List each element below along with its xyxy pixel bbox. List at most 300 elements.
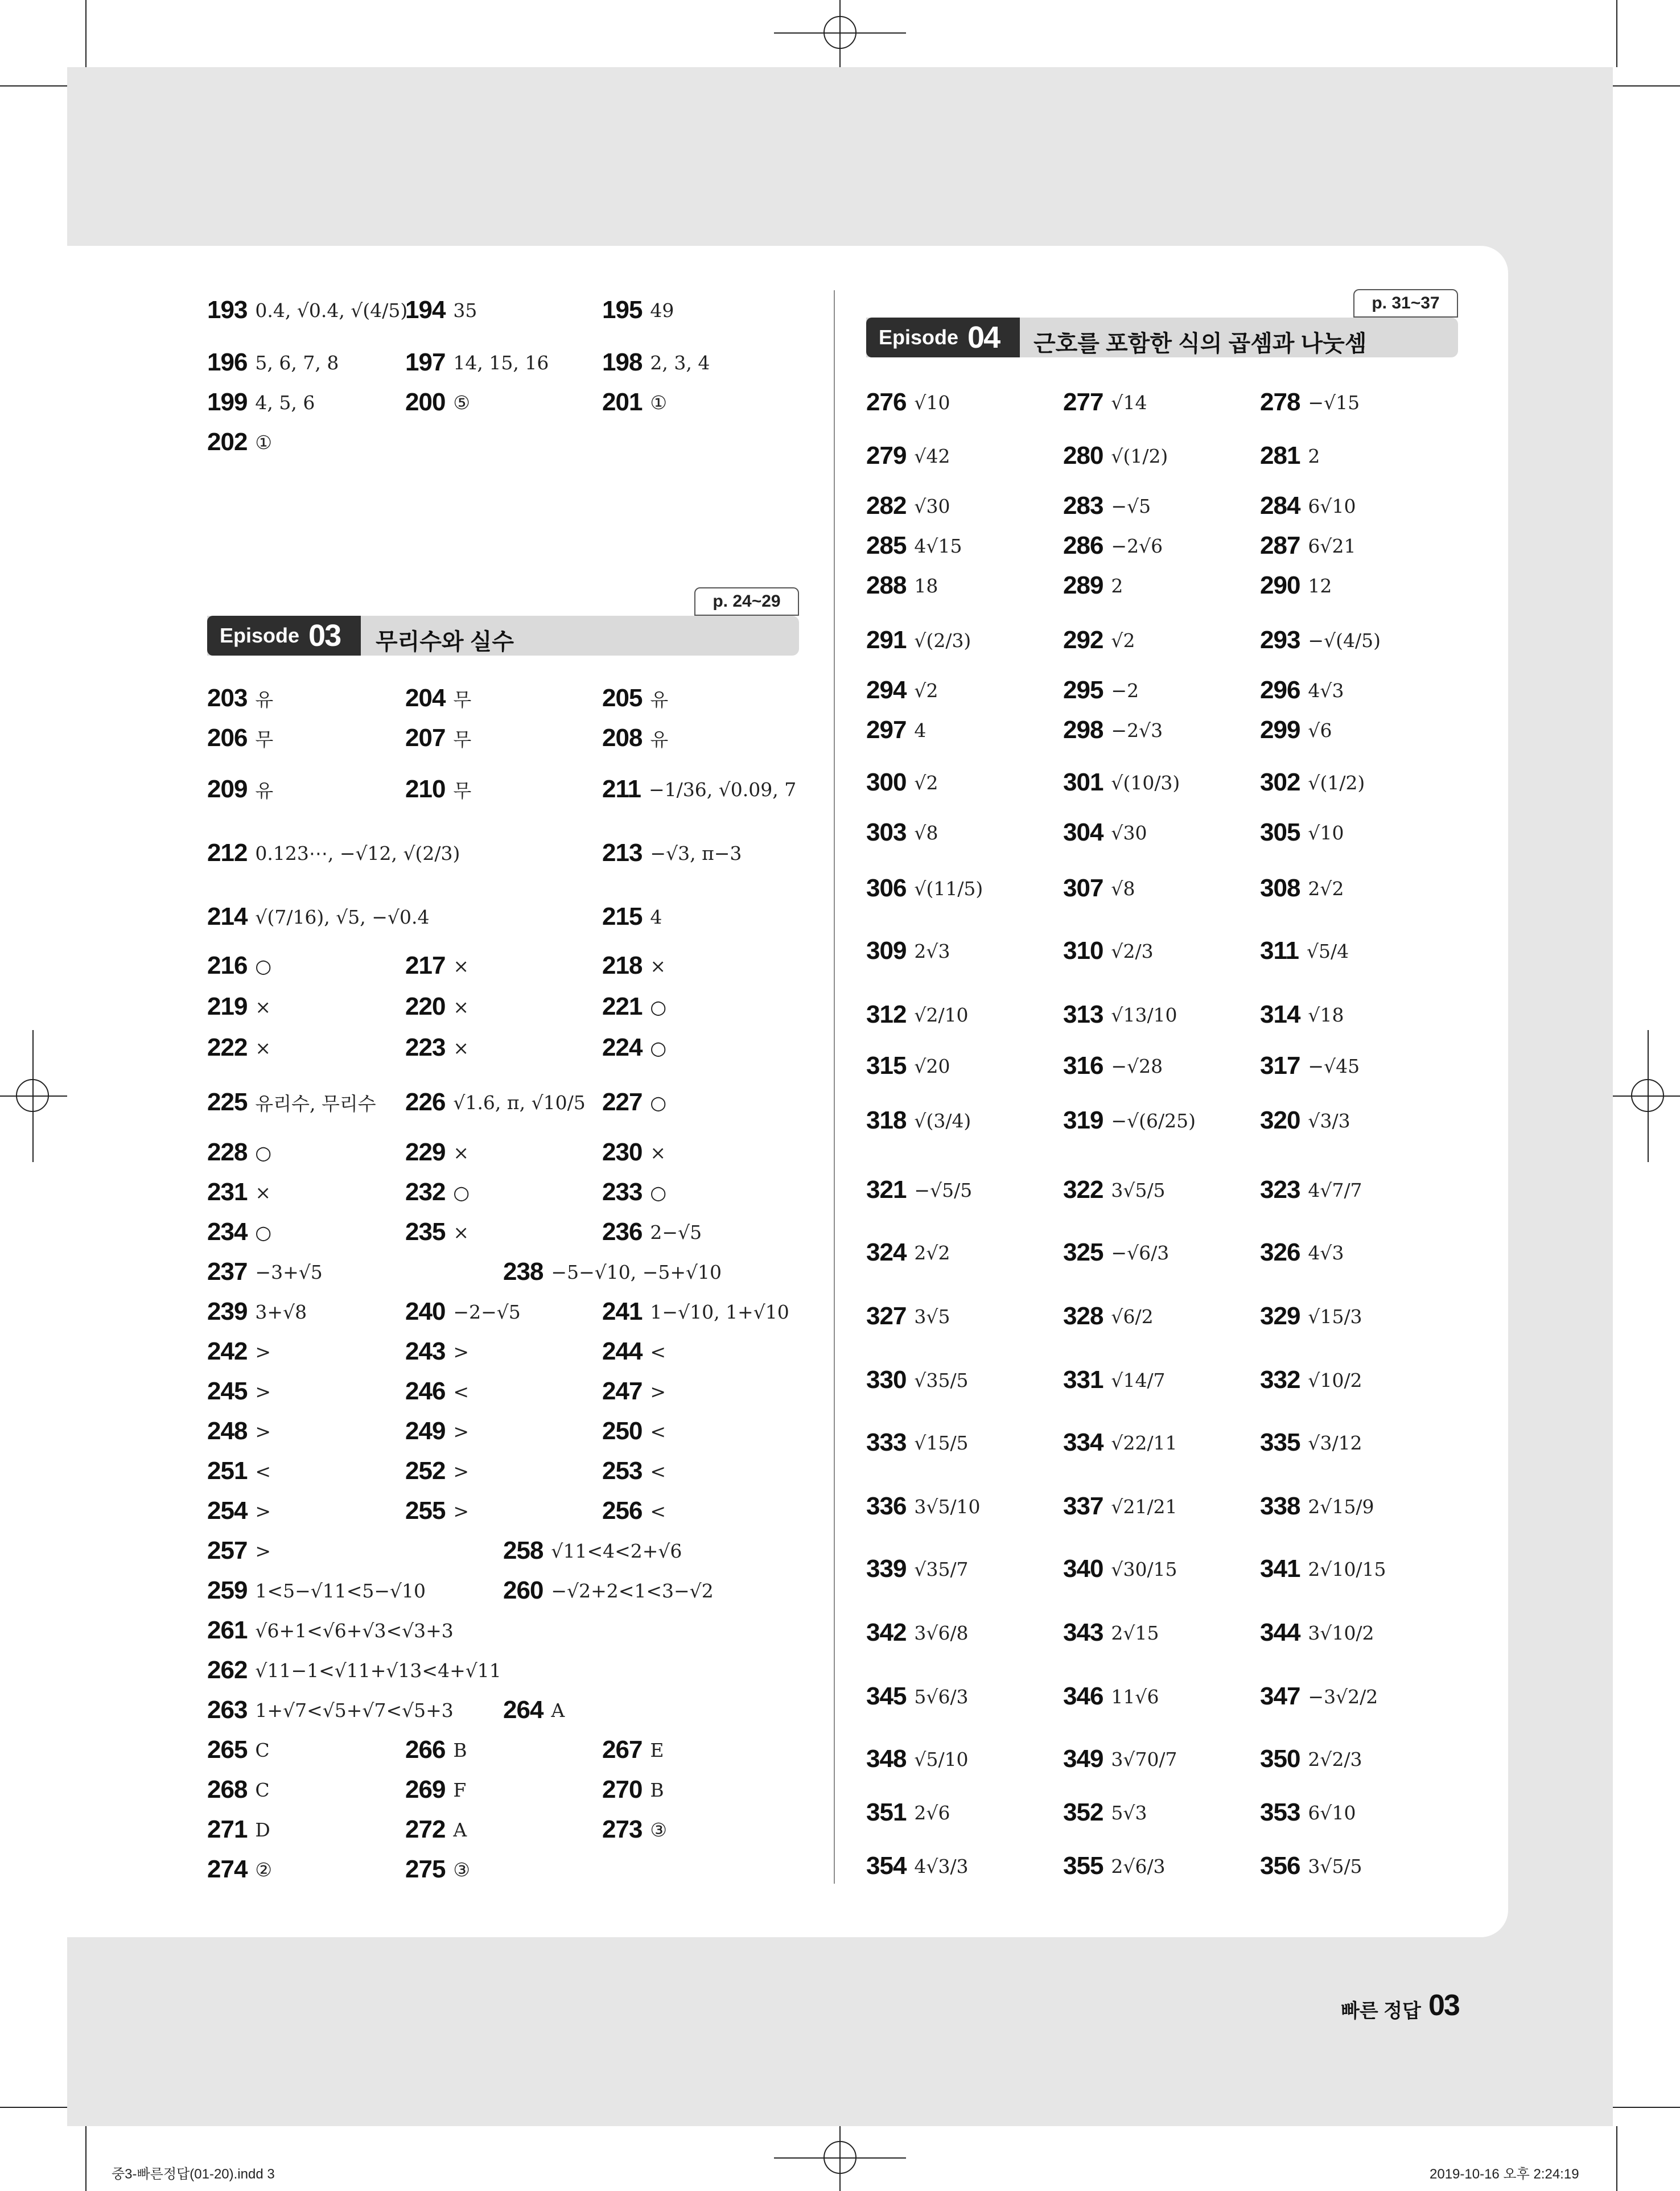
answer-219-value: × xyxy=(255,995,271,1018)
answer-239: 239 3+√8 xyxy=(207,1298,307,1325)
answer-225-value: 유리수, 무리수 xyxy=(255,1092,376,1115)
answer-231-value: × xyxy=(255,1181,271,1204)
answer-273: 273 ③ xyxy=(602,1815,668,1843)
answer-236-value: 2−√5 xyxy=(650,1221,702,1243)
answer-217-value: × xyxy=(453,954,470,977)
answer-209-value: 유 xyxy=(255,779,274,802)
answer-208: 208 유 xyxy=(602,724,669,752)
answer-240-value: −2−√5 xyxy=(453,1300,521,1323)
answer-205-value: 유 xyxy=(650,688,669,711)
answer-275: 275 ③ xyxy=(405,1855,471,1883)
answer-320: 320 √3/3 xyxy=(1260,1106,1350,1134)
answer-313: 313 √13/10 xyxy=(1063,1000,1177,1028)
answer-339: 339 √35/7 xyxy=(866,1555,969,1583)
answer-306-value: √(11/5) xyxy=(914,877,983,900)
answer-212-value: 0.123⋯, −√12, √(2/3) xyxy=(255,842,460,864)
answer-262-value: √11−1<√11+√13<4+√11 xyxy=(255,1659,501,1682)
answer-322-value: 3√5/5 xyxy=(1111,1179,1166,1201)
answer-317: 317 −√45 xyxy=(1260,1052,1360,1080)
answer-251: 251 < xyxy=(207,1457,271,1485)
answer-302-value: √(1/2) xyxy=(1308,771,1365,794)
answer-235: 235 × xyxy=(405,1218,470,1246)
crop-mark xyxy=(0,85,67,87)
answer-203: 203 유 xyxy=(207,684,274,712)
answer-209: 209 유 xyxy=(207,775,274,803)
answer-193-value: 0.4, √0.4, √(4/5) xyxy=(255,299,408,322)
answer-263: 263 1+√7<√5+√7<√5+3 xyxy=(207,1696,454,1724)
answer-266: 266 B xyxy=(405,1736,467,1764)
answer-322: 322 3√5/5 xyxy=(1063,1176,1166,1204)
answer-352: 352 5√3 xyxy=(1063,1798,1147,1826)
crop-mark xyxy=(1613,2107,1680,2108)
answer-219: 219 × xyxy=(207,992,271,1020)
answer-256-value: < xyxy=(650,1500,666,1522)
answer-249: 249 > xyxy=(405,1417,470,1445)
answer-297-value: 4 xyxy=(914,719,927,742)
answer-244: 244 < xyxy=(602,1337,666,1365)
answer-222: 222 × xyxy=(207,1033,271,1061)
answer-341: 341 2√10/15 xyxy=(1260,1555,1386,1583)
answer-277-value: √14 xyxy=(1111,391,1147,414)
answer-339-value: √35/7 xyxy=(914,1558,969,1580)
answer-264: 264 A xyxy=(503,1696,565,1724)
answer-240: 240 −2−√5 xyxy=(405,1298,521,1325)
answer-251-value: < xyxy=(255,1460,271,1482)
answer-294: 294 √2 xyxy=(866,676,938,704)
answer-229-value: × xyxy=(453,1141,470,1164)
answer-194: 194 35 xyxy=(405,296,477,324)
answer-329-value: √15/3 xyxy=(1308,1305,1362,1328)
answer-326-value: 4√3 xyxy=(1308,1241,1344,1264)
answer-323-value: 4√7/7 xyxy=(1308,1179,1362,1201)
answer-233: 233 ○ xyxy=(602,1178,667,1206)
answer-276-value: √10 xyxy=(914,391,950,414)
answer-252: 252 > xyxy=(405,1457,470,1485)
answer-244-value: < xyxy=(650,1340,666,1363)
answer-348-value: √5/10 xyxy=(914,1748,969,1770)
answer-319: 319 −√(6/25) xyxy=(1063,1106,1196,1134)
answer-284-value: 6√10 xyxy=(1308,495,1356,517)
page-number: 03 xyxy=(1428,1989,1459,2022)
answer-330-value: √35/5 xyxy=(914,1369,969,1391)
answer-201: 201 ① xyxy=(602,388,668,416)
answer-239-value: 3+√8 xyxy=(255,1300,307,1323)
slug-file: 중3-빠른정답(01-20).indd 3 xyxy=(112,2167,275,2182)
answer-345: 345 5√6/3 xyxy=(866,1682,969,1710)
crop-mark xyxy=(1613,85,1680,87)
answer-283: 283 −√5 xyxy=(1063,492,1151,520)
answer-283-value: −√5 xyxy=(1111,495,1151,517)
answer-310: 310 √2/3 xyxy=(1063,937,1154,965)
answer-237: 237 −3+√5 xyxy=(207,1258,323,1286)
answer-204-value: 무 xyxy=(453,688,472,711)
answer-285-value: 4√15 xyxy=(914,534,962,557)
answer-302: 302 √(1/2) xyxy=(1260,768,1365,796)
answer-310-value: √2/3 xyxy=(1111,940,1154,962)
answer-228-value: ○ xyxy=(255,1141,272,1164)
answer-250: 250 < xyxy=(602,1417,666,1445)
answer-277: 277 √14 xyxy=(1063,388,1147,416)
answer-193: 193 0.4, √0.4, √(4/5) xyxy=(207,296,408,324)
registration-mark xyxy=(839,0,841,67)
answer-316-value: −√28 xyxy=(1111,1055,1163,1077)
answer-254: 254 > xyxy=(207,1497,271,1525)
answer-261-value: √6+1<√6+√3<√3+3 xyxy=(255,1619,454,1642)
episode04-page-range: p. 31~37 xyxy=(1353,289,1458,318)
answer-291-value: √(2/3) xyxy=(914,629,971,652)
answer-204: 204 무 xyxy=(405,684,472,712)
answer-344: 344 3√10/2 xyxy=(1260,1618,1374,1646)
answer-352-value: 5√3 xyxy=(1111,1801,1147,1824)
answer-288-value: 18 xyxy=(914,574,938,597)
answer-199: 199 4, 5, 6 xyxy=(207,388,315,416)
slug-date: 2019-10-16 오후 2:24:19 xyxy=(1430,2167,1579,2182)
answer-243-value: > xyxy=(453,1340,470,1363)
column-divider xyxy=(834,290,835,1884)
answer-312: 312 √2/10 xyxy=(866,1000,969,1028)
answer-286-value: −2√6 xyxy=(1111,534,1163,557)
registration-mark xyxy=(839,2126,841,2191)
answer-205: 205 유 xyxy=(602,684,669,712)
answer-337: 337 √21/21 xyxy=(1063,1492,1177,1520)
answer-305-value: √10 xyxy=(1308,821,1344,844)
answer-268-value: C xyxy=(255,1778,270,1801)
answer-194-value: 35 xyxy=(453,299,477,322)
answer-215: 215 4 xyxy=(602,903,662,930)
answer-234-value: ○ xyxy=(255,1221,272,1243)
answer-289-value: 2 xyxy=(1111,574,1123,597)
answer-298-value: −2√3 xyxy=(1111,719,1163,742)
answer-195: 195 49 xyxy=(602,296,674,324)
crop-mark xyxy=(0,2107,67,2108)
answer-292-value: √2 xyxy=(1111,629,1135,652)
answer-338: 338 2√15/9 xyxy=(1260,1492,1374,1520)
answer-255-value: > xyxy=(453,1500,470,1522)
answer-260-value: −√2+2<1<3−√2 xyxy=(551,1579,714,1602)
answer-275-value: ③ xyxy=(453,1858,471,1881)
answer-325-value: −√6/3 xyxy=(1111,1241,1170,1264)
answer-234: 234 ○ xyxy=(207,1218,272,1246)
answer-259: 259 1<5−√11<5−√10 xyxy=(207,1576,426,1604)
answer-300-value: √2 xyxy=(914,771,938,794)
answer-309: 309 2√3 xyxy=(866,937,950,965)
answer-337-value: √21/21 xyxy=(1111,1495,1177,1518)
answer-196: 196 5, 6, 7, 8 xyxy=(207,348,339,376)
answer-274-value: ② xyxy=(255,1858,273,1881)
answer-303: 303 √8 xyxy=(866,818,938,846)
answer-216: 216 ○ xyxy=(207,952,272,979)
answer-309-value: 2√3 xyxy=(914,940,950,962)
answer-284: 284 6√10 xyxy=(1260,492,1356,520)
answer-336-value: 3√5/10 xyxy=(914,1495,981,1518)
answer-218: 218 × xyxy=(602,952,666,979)
answer-355: 355 2√6/3 xyxy=(1063,1852,1166,1880)
answer-311-value: √5/4 xyxy=(1306,940,1349,962)
crop-mark xyxy=(85,0,87,67)
answer-220: 220 × xyxy=(405,992,470,1020)
answer-272-value: A xyxy=(453,1818,467,1841)
answer-300: 300 √2 xyxy=(866,768,938,796)
answer-265: 265 C xyxy=(207,1736,270,1764)
answer-335: 335 √3/12 xyxy=(1260,1428,1362,1456)
answer-246-value: < xyxy=(453,1380,470,1403)
answer-296: 296 4√3 xyxy=(1260,676,1344,704)
answer-295: 295 −2 xyxy=(1063,676,1139,704)
answer-351-value: 2√6 xyxy=(914,1801,950,1824)
answer-328-value: √6/2 xyxy=(1111,1305,1154,1328)
answer-261: 261 √6+1<√6+√3<√3+3 xyxy=(207,1616,454,1644)
answer-290: 290 12 xyxy=(1260,571,1332,599)
episode03-page-range: p. 24~29 xyxy=(694,587,799,616)
answer-299: 299 √6 xyxy=(1260,716,1332,744)
answer-252-value: > xyxy=(453,1460,470,1482)
answer-259-value: 1<5−√11<5−√10 xyxy=(255,1579,426,1602)
answer-221-value: ○ xyxy=(650,995,667,1018)
episode03-tag xyxy=(207,616,361,656)
answer-232-value: ○ xyxy=(453,1181,470,1204)
answer-290-value: 12 xyxy=(1308,574,1332,597)
answer-273-value: ③ xyxy=(650,1818,668,1841)
answer-258: 258 √11<4<2+√6 xyxy=(503,1537,682,1564)
answer-238: 238 −5−√10, −5+√10 xyxy=(503,1258,722,1286)
answer-214: 214 √(7/16), √5, −√0.4 xyxy=(207,903,430,930)
answer-280: 280 √(1/2) xyxy=(1063,442,1168,470)
answer-316: 316 −√28 xyxy=(1063,1052,1163,1080)
episode04-title: 근호를 포함한 식의 곱셈과 나눗셈 xyxy=(1033,331,1367,356)
answer-301: 301 √(10/3) xyxy=(1063,768,1180,796)
answer-231: 231 × xyxy=(207,1178,271,1206)
answer-230-value: × xyxy=(650,1141,666,1164)
episode04-number: 04 xyxy=(967,320,1000,355)
answer-318: 318 √(3/4) xyxy=(866,1106,971,1134)
answer-326: 326 4√3 xyxy=(1260,1238,1344,1266)
answer-346-value: 11√6 xyxy=(1111,1685,1159,1708)
answer-291: 291 √(2/3) xyxy=(866,626,971,654)
answer-338-value: 2√15/9 xyxy=(1308,1495,1374,1518)
answer-247-value: > xyxy=(650,1380,666,1403)
answer-345-value: 5√6/3 xyxy=(914,1685,969,1708)
answer-313-value: √13/10 xyxy=(1111,1003,1177,1026)
answer-305: 305 √10 xyxy=(1260,818,1344,846)
answer-342: 342 3√6/8 xyxy=(866,1618,969,1646)
answer-215-value: 4 xyxy=(650,905,662,928)
answer-265-value: C xyxy=(255,1739,270,1761)
answer-301-value: √(10/3) xyxy=(1111,771,1180,794)
answer-210: 210 무 xyxy=(405,775,472,803)
answer-350: 350 2√2/3 xyxy=(1260,1745,1362,1773)
episode03-title: 무리수와 실수 xyxy=(376,629,514,654)
answer-333-value: √15/5 xyxy=(914,1431,969,1454)
answer-207: 207 무 xyxy=(405,724,472,752)
answer-296-value: 4√3 xyxy=(1308,679,1344,702)
footer-label: 빠른 정답 xyxy=(1341,2000,1421,2022)
answer-274: 274 ② xyxy=(207,1855,273,1883)
answer-214-value: √(7/16), √5, −√0.4 xyxy=(255,905,430,928)
answer-271: 271 D xyxy=(207,1815,270,1843)
answer-216-value: ○ xyxy=(255,954,272,977)
answer-355-value: 2√6/3 xyxy=(1111,1855,1166,1877)
episode03-number: 03 xyxy=(308,619,341,653)
answer-324: 324 2√2 xyxy=(866,1238,950,1266)
episode04-tag xyxy=(866,318,1020,357)
answer-200-value: ⑤ xyxy=(453,391,471,414)
answer-343: 343 2√15 xyxy=(1063,1618,1159,1646)
answer-332: 332 √10/2 xyxy=(1260,1366,1362,1394)
answer-307: 307 √8 xyxy=(1063,874,1135,902)
answer-299-value: √6 xyxy=(1308,719,1332,742)
answer-202-value: ① xyxy=(255,431,273,454)
answer-197-value: 14, 15, 16 xyxy=(453,351,549,374)
answer-306: 306 √(11/5) xyxy=(866,874,983,902)
answer-232: 232 ○ xyxy=(405,1178,470,1206)
answer-262: 262 √11−1<√11+√13<4+√11 xyxy=(207,1656,501,1684)
answer-308-value: 2√2 xyxy=(1308,877,1344,900)
answer-349-value: 3√70/7 xyxy=(1111,1748,1177,1770)
answer-247: 247 > xyxy=(602,1377,666,1405)
answer-226-value: √1.6, π, √10/5 xyxy=(453,1091,586,1114)
answer-217: 217 × xyxy=(405,952,470,979)
answer-213: 213 −√3, π−3 xyxy=(602,839,742,867)
answer-198: 198 2, 3, 4 xyxy=(602,348,710,376)
crop-mark xyxy=(85,2126,87,2191)
answer-253-value: < xyxy=(650,1460,666,1482)
answer-200: 200 ⑤ xyxy=(405,388,471,416)
answer-223: 223 × xyxy=(405,1033,470,1061)
answer-354-value: 4√3/3 xyxy=(914,1855,969,1877)
answer-282: 282 √30 xyxy=(866,492,950,520)
answer-270-value: B xyxy=(650,1778,664,1801)
answer-289: 289 2 xyxy=(1063,571,1123,599)
answer-207-value: 무 xyxy=(453,728,472,751)
answer-294-value: √2 xyxy=(914,679,938,702)
answer-341-value: 2√10/15 xyxy=(1308,1558,1386,1580)
answer-331: 331 √14/7 xyxy=(1063,1366,1166,1394)
answer-264-value: A xyxy=(551,1699,565,1722)
answer-241: 241 1−√10, 1+√10 xyxy=(602,1298,789,1325)
answer-228: 228 ○ xyxy=(207,1138,272,1166)
answer-238-value: −5−√10, −5+√10 xyxy=(551,1261,722,1283)
answer-348: 348 √5/10 xyxy=(866,1745,969,1773)
answer-312-value: √2/10 xyxy=(914,1003,969,1026)
answer-356: 356 3√5/5 xyxy=(1260,1852,1362,1880)
answer-303-value: √8 xyxy=(914,821,938,844)
answer-288: 288 18 xyxy=(866,571,938,599)
answer-304-value: √30 xyxy=(1111,821,1147,844)
answer-333: 333 √15/5 xyxy=(866,1428,969,1456)
answer-233-value: ○ xyxy=(650,1181,667,1204)
crop-mark xyxy=(1616,0,1617,67)
answer-254-value: > xyxy=(255,1500,271,1522)
answer-211-value: −1/36, √0.09, 7 xyxy=(648,778,797,801)
answer-279: 279 √42 xyxy=(866,442,950,470)
answer-314-value: √18 xyxy=(1308,1003,1344,1026)
answer-325: 325 −√6/3 xyxy=(1063,1238,1170,1266)
answer-237-value: −3+√5 xyxy=(255,1261,323,1283)
answer-295-value: −2 xyxy=(1111,679,1139,702)
answer-258-value: √11<4<2+√6 xyxy=(551,1539,682,1562)
answer-206-value: 무 xyxy=(255,728,274,751)
answer-267: 267 E xyxy=(602,1736,664,1764)
episode04-label: Episode xyxy=(879,326,959,349)
answer-281-value: 2 xyxy=(1308,444,1320,467)
answer-347: 347 −3√2/2 xyxy=(1260,1682,1378,1710)
answer-236: 236 2−√5 xyxy=(602,1218,702,1246)
answer-287: 287 6√21 xyxy=(1260,532,1356,559)
answer-224-value: ○ xyxy=(650,1036,667,1059)
answer-271-value: D xyxy=(255,1818,270,1841)
answer-328: 328 √6/2 xyxy=(1063,1302,1154,1330)
answer-329: 329 √15/3 xyxy=(1260,1302,1362,1330)
answer-199-value: 4, 5, 6 xyxy=(255,391,315,414)
answer-334: 334 √22/11 xyxy=(1063,1428,1177,1456)
answer-351: 351 2√6 xyxy=(866,1798,950,1826)
answer-334-value: √22/11 xyxy=(1111,1431,1177,1454)
answer-311: 311 √5/4 xyxy=(1260,937,1349,965)
answer-307-value: √8 xyxy=(1111,877,1135,900)
answer-227: 227 ○ xyxy=(602,1088,667,1116)
answer-353-value: 6√10 xyxy=(1308,1801,1356,1824)
answer-225: 225 유리수, 무리수 xyxy=(207,1088,376,1116)
answer-354: 354 4√3/3 xyxy=(866,1852,969,1880)
answer-347-value: −3√2/2 xyxy=(1308,1685,1378,1708)
answer-323: 323 4√7/7 xyxy=(1260,1176,1362,1204)
answer-282-value: √30 xyxy=(914,495,950,517)
answer-308: 308 2√2 xyxy=(1260,874,1344,902)
answer-279-value: √42 xyxy=(914,444,950,467)
answer-198-value: 2, 3, 4 xyxy=(650,351,710,374)
answer-266-value: B xyxy=(453,1739,467,1761)
answer-260: 260 −√2+2<1<3−√2 xyxy=(503,1576,714,1604)
answer-256: 256 < xyxy=(602,1497,666,1525)
registration-mark xyxy=(0,1096,67,1097)
answer-314: 314 √18 xyxy=(1260,1000,1344,1028)
answer-230: 230 × xyxy=(602,1138,666,1166)
answer-224: 224 ○ xyxy=(602,1033,667,1061)
answer-211: 211 −1/36, √0.09, 7 xyxy=(602,775,797,803)
answer-342-value: 3√6/8 xyxy=(914,1621,969,1644)
answer-227-value: ○ xyxy=(650,1091,667,1114)
answer-304: 304 √30 xyxy=(1063,818,1147,846)
answer-223-value: × xyxy=(453,1036,470,1059)
answer-218-value: × xyxy=(650,954,666,977)
answer-297: 297 4 xyxy=(866,716,927,744)
answer-321-value: −√5/5 xyxy=(914,1179,973,1201)
answer-287-value: 6√21 xyxy=(1308,534,1356,557)
answer-201-value: ① xyxy=(650,391,668,414)
answer-293-value: −√(4/5) xyxy=(1308,629,1381,652)
answer-350-value: 2√2/3 xyxy=(1308,1748,1362,1770)
answer-335-value: √3/12 xyxy=(1308,1431,1362,1454)
answer-249-value: > xyxy=(453,1420,470,1443)
answer-257-value: > xyxy=(255,1539,271,1562)
answer-318-value: √(3/4) xyxy=(914,1109,971,1132)
answer-324-value: 2√2 xyxy=(914,1241,950,1264)
crop-mark xyxy=(1616,2126,1617,2191)
answer-253: 253 < xyxy=(602,1457,666,1485)
answer-349: 349 3√70/7 xyxy=(1063,1745,1177,1773)
answer-195-value: 49 xyxy=(650,299,674,322)
answer-327: 327 3√5 xyxy=(866,1302,950,1330)
answer-285: 285 4√15 xyxy=(866,532,962,559)
answer-250-value: < xyxy=(650,1420,666,1443)
answer-332-value: √10/2 xyxy=(1308,1369,1362,1391)
answer-272: 272 A xyxy=(405,1815,467,1843)
answer-242-value: > xyxy=(255,1340,271,1363)
answer-196-value: 5, 6, 7, 8 xyxy=(255,351,339,374)
answer-257: 257 > xyxy=(207,1537,271,1564)
answer-340-value: √30/15 xyxy=(1111,1558,1177,1580)
answer-248: 248 > xyxy=(207,1417,271,1445)
